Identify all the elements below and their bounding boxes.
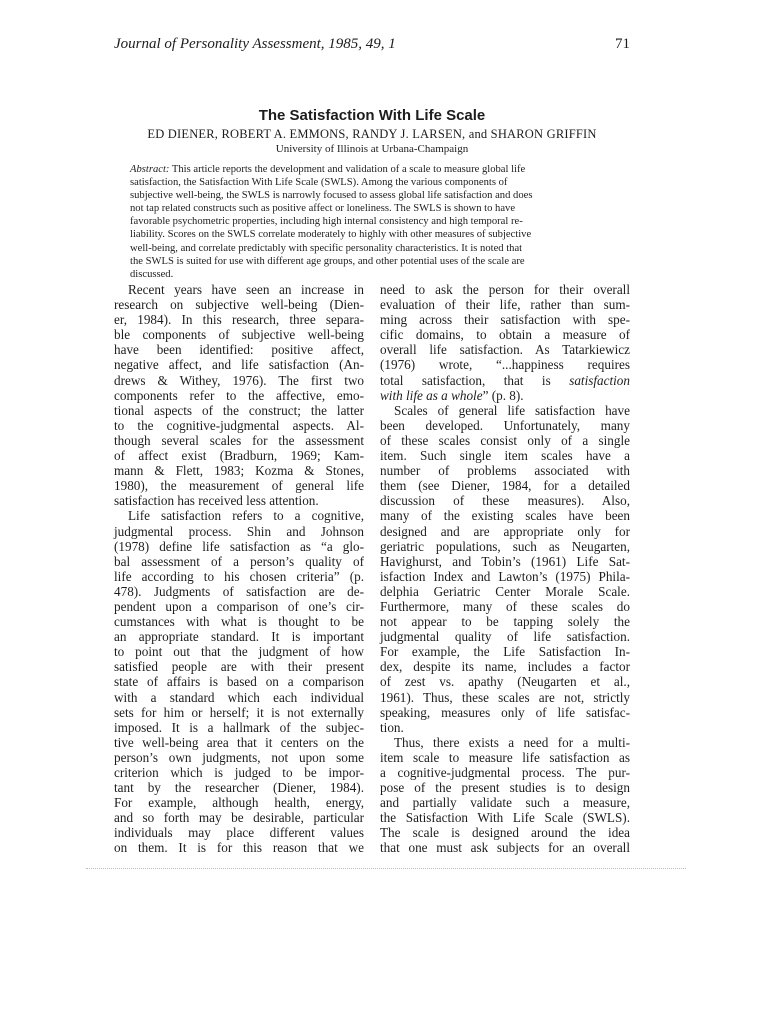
body-line: of affect exist (Bradburn, 1969; Kam-	[114, 448, 364, 464]
body-line: delphia Geriatric Center Morale Scale.	[380, 583, 630, 599]
body-line: individuals may place different values	[114, 825, 364, 841]
body-line: tant by the researcher (Diener, 1984).	[114, 780, 364, 796]
body-line: been developed. Unfortunately, many	[380, 417, 630, 433]
body-line: number of problems associated with	[380, 463, 630, 479]
body-line: total satisfaction, that is satisfaction	[380, 372, 630, 388]
body-line: Recent years have seen an increase in	[128, 282, 364, 297]
scan-artifact-rule	[86, 868, 686, 869]
body-line: the Satisfaction With Life Scale (SWLS).	[380, 810, 630, 826]
body-line: with a standard which each individual	[114, 689, 364, 705]
body-line: negative affect, and life satisfaction (An-	[114, 357, 364, 373]
body-line: a cognitive-judgmental process. The pur-	[380, 765, 630, 780]
running-header	[114, 36, 630, 58]
body-line: sets for him or herself; it is not externally	[114, 704, 364, 720]
body-line: need to ask the person for their overall	[380, 282, 630, 297]
body-line: tional aspects of the construct; the latter	[114, 402, 364, 418]
body-line: them (see Diener, 1984, for a detailed	[380, 478, 630, 494]
body-line: satisfied people are with their present	[114, 659, 364, 675]
abstract-line: subjective well-being, the SWLS is narrowly focused to assess global life satisfaction and does	[130, 190, 533, 202]
body-line: For example, the Life Satisfaction In-	[380, 644, 630, 660]
body-line: 1980), the measurement of general life	[114, 478, 364, 494]
body-line: er, 1984). In this research, three separa-	[114, 312, 364, 328]
body-line: isfaction Index and Lawton’s (1975) Phila-	[380, 568, 630, 584]
body-line: person’s own judgments, not upon some	[114, 749, 364, 765]
abstract-line: discussed.	[130, 268, 174, 280]
body-line: drews & Withey, 1976). The first two	[114, 372, 364, 388]
body-line: though several scales for the assessment	[114, 432, 364, 448]
abstract-line: well-being, and correlate predictably with specific personality characteristics. It is noted that	[130, 242, 523, 254]
abstract-line: not tap related constructs such as positive affect or loneliness. The SWLS is shown to have	[130, 203, 516, 215]
affiliation: University of Illinois at Urbana-Champaign	[275, 143, 469, 155]
abstract-line: liability. Scores on the SWLS correlate moderately to highly with other measures of subjective	[130, 229, 532, 241]
body-line: geriatric populations, such as Neugarten,	[380, 538, 630, 554]
body-line: Havighurst, and Tobin’s (1961) Life Sat-	[380, 553, 630, 569]
body-line: many of the existing scales have been	[380, 508, 630, 524]
abstract-label: Abstract:	[130, 164, 170, 175]
abstract	[130, 163, 612, 281]
body-line: imposed. It is a hallmark of the subjec-	[114, 719, 364, 735]
body-line: pose of the present studies is to design	[380, 780, 630, 796]
body-line: to point out that the judgment of how	[114, 644, 364, 660]
abstract-line: favorable psychometric properties, including high internal consistency and high temporal re-	[130, 216, 523, 228]
body-line: tive well-being area that it centers on the	[114, 734, 364, 750]
body-line: discussion of these measures). Also,	[380, 493, 630, 509]
body-line: (1976) wrote, “...happiness requires	[380, 357, 630, 373]
body-line: judgmental process. Shin and Johnson	[114, 523, 364, 539]
journal-citation: Journal of Personality Assessment, 1985, 49, 1	[114, 36, 396, 52]
body-line: that one must ask subjects for an overall	[380, 840, 630, 856]
abstract-line: Abstract: This article reports the development and validation of a scale to measure global life	[130, 164, 526, 175]
body-line: with life as a whole” (p. 8).	[380, 387, 524, 403]
page-number: 71	[615, 36, 630, 52]
body-line: For example, although health, energy,	[114, 795, 364, 811]
body-line: ble components of subjective well-being	[114, 327, 364, 343]
article-title: The Satisfaction With Life Scale	[258, 107, 486, 124]
body-line: dex, despite its name, includes a factor	[380, 659, 630, 675]
body-line: cumstances with what is thought to be	[114, 614, 364, 630]
italic-phrase: satisfaction	[569, 372, 630, 388]
body-line: of zest vs. apathy (Neugarten et al.,	[380, 674, 630, 690]
body-line: (1978) define life satisfaction as “a glo-	[114, 538, 364, 554]
body-line: item scale to measure life satisfaction as	[380, 749, 630, 765]
body-line: designed and are appropriate only for	[380, 523, 630, 539]
italic-phrase: with life as a whole	[380, 387, 483, 403]
body-line: research on subjective well-being (Dien-	[114, 297, 364, 313]
body-line: cific domains, to obtain a measure of	[380, 327, 630, 343]
body-line: and partially validate such a measure,	[380, 795, 630, 811]
body-line: speaking, measures only of life satisfac-	[380, 704, 630, 720]
body-line: mann & Flett, 1983; Kozma & Stones,	[114, 463, 364, 479]
body-line: bal assessment of a person’s quality of	[114, 553, 364, 569]
body-line: and so forth may be desirable, particular	[114, 810, 364, 826]
body-line: of these scales consist only of a single	[380, 432, 630, 448]
body-line: 1961). Thus, these scales are not, strictly	[380, 689, 630, 705]
author-list: ED DIENER, ROBERT A. EMMONS, RANDY J. LARSEN, and SHARON GRIFFIN	[147, 127, 597, 141]
body-line: have been identified: positive affect,	[114, 342, 364, 358]
body-line: judgmental quality of life satisfaction.	[380, 629, 630, 645]
body-line: item. Such single item scales have a	[380, 448, 630, 464]
body-line: components refer to the affective, emo-	[114, 387, 364, 403]
body-line: pendent upon a comparison of one’s cir-	[114, 598, 364, 614]
body-line: overall life satisfaction. As Tatarkiewicz	[380, 342, 630, 358]
body-line: not appear to be tapping solely the	[380, 614, 630, 630]
body-line: Scales of general life satisfaction have	[394, 402, 630, 418]
body-column-right	[380, 282, 630, 856]
body-line: an appropriate standard. It is important	[114, 629, 364, 645]
body-line: to the cognitive-judgmental aspects. Al-	[114, 417, 364, 433]
abstract-line: satisfaction, the Satisfaction With Life Scale (SWLS). Among the various components of	[130, 177, 508, 189]
body-line: 478). Judgments of satisfaction are de-	[114, 583, 364, 599]
body-line: satisfaction has received less attention.	[114, 493, 319, 509]
body-line: The scale is designed around the idea	[380, 825, 630, 841]
body-line: ming across their satisfaction with spe-	[380, 312, 630, 328]
body-line: tion.	[380, 719, 404, 735]
body-line: evaluation of their life, rather than sum-	[380, 297, 630, 313]
body-line: criterion which is judged to be impor-	[114, 765, 364, 780]
body-line: on them. It is for this reason that we	[114, 840, 364, 856]
body-line: life according to his chosen criteria” (p.	[114, 568, 364, 584]
body-column-left	[114, 282, 364, 856]
body-line: Thus, there exists a need for a multi-	[394, 734, 630, 750]
body-line: Life satisfaction refers to a cognitive,	[128, 508, 364, 524]
body-line: state of affairs is based on a comparison	[114, 674, 364, 690]
abstract-line: the SWLS is suited for use with different age groups, and other potential uses of the scale are	[130, 255, 525, 267]
body-line: Furthermore, many of these scales do	[380, 598, 630, 614]
